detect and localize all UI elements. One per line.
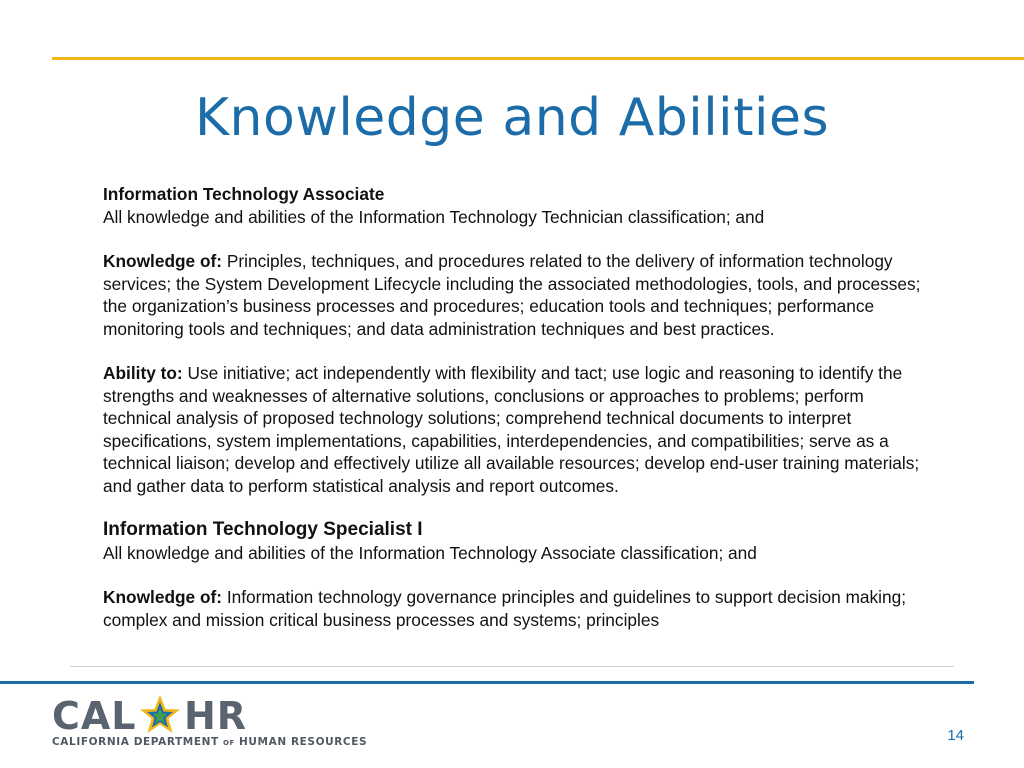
logo-wordmark [52, 694, 248, 738]
knowledge-paragraph-it-specialist [103, 586, 933, 631]
slide-title: Knowledge and Abilities [194, 88, 830, 148]
page-number: 14 [947, 727, 964, 744]
knowledge-label: Knowledge of: [103, 251, 223, 271]
section-heading-text: Information Technology Specialist I [103, 519, 423, 540]
spacer [103, 564, 933, 586]
section-heading-it-specialist [103, 519, 933, 542]
section-intro-it-associate: All knowledge and abilities of the Information Technology Technician classification; and [103, 206, 765, 227]
logo-word-right: HR [184, 694, 248, 738]
spacer [103, 228, 933, 250]
spacer [103, 340, 933, 362]
logo-word-left: CAL [52, 694, 137, 738]
top-accent-rule [52, 57, 1024, 60]
spacer [103, 497, 933, 519]
bottom-accent-rule [0, 681, 974, 684]
knowledge-text: Principles, techniques, and procedures related to the delivery of information technology services; the System Development Lifecycle including the associated methodologies, tools, and processes; the organization’s business processes and procedures; education tools and techniques; performance monitoring tools and techniques; and data administration techniques and best practices. [103, 251, 921, 339]
logo-subtitle-part: CALIFORNIA DEPARTMENT [52, 736, 224, 748]
knowledge-label: Knowledge of: [103, 587, 223, 607]
ability-paragraph-it-associate [103, 362, 933, 497]
section-heading-it-associate: Information Technology Associate [103, 184, 385, 204]
content-body [103, 183, 933, 631]
ability-label: Ability to: [103, 363, 183, 383]
ability-text: Use initiative; act independently with flexibility and tact; use logic and reasoning to identify the strengths and weaknesses of alternative solutions, conclusions or approaches to problems; perform technical analysis of proposed technology solutions; comprehend technical documents to interpret specifications, system implementations, capabilities, interdependencies, and compatibilities; serve as a technical liaison; develop and effectively utilize all available resources; develop end-user training materials; and gather data to perform statistical analysis and report outcomes. [103, 363, 920, 496]
knowledge-text: Information technology governance principles and guidelines to support decision making; complex and mission critical business processes and systems; principles [103, 587, 907, 630]
calhr-logo [52, 694, 368, 752]
logo-subtitle [52, 736, 367, 748]
logo-subtitle-of: OF [223, 739, 235, 747]
star-icon [137, 693, 183, 737]
logo-subtitle-part: HUMAN RESOURCES [234, 736, 368, 748]
section-intro-it-specialist: All knowledge and abilities of the Information Technology Associate classification; and [103, 542, 757, 563]
content-clip-rule [70, 666, 954, 667]
content-area [103, 183, 933, 664]
knowledge-paragraph-it-associate [103, 250, 933, 340]
